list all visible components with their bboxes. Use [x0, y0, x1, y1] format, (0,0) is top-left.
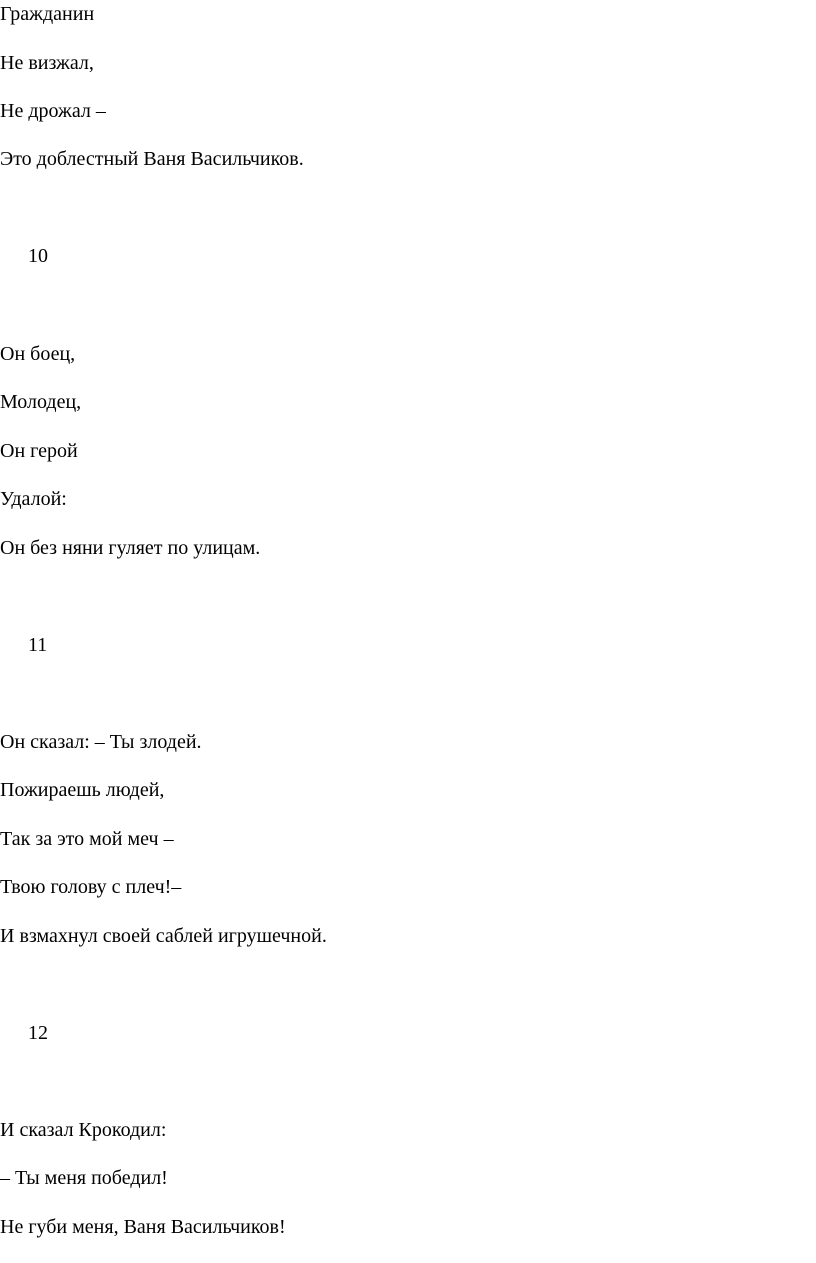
poem-line: И взмахнул своей саблей игрушечной. [0, 925, 327, 947]
poem-line: Это доблестный Ваня Васильчиков. [0, 148, 304, 170]
poem-line: Пожираешь людей, [0, 779, 165, 801]
poem-line: Не визжал, [0, 52, 94, 74]
stanza-number: 11 [28, 634, 48, 656]
poem-line: Гражданин [0, 3, 95, 25]
poem-line: Не губи меня, Ваня Васильчиков! [0, 1216, 286, 1238]
poem-line: И сказал Крокодил: [0, 1119, 167, 1141]
poem-line: Удалой: [0, 488, 67, 510]
stanza-number: 12 [28, 1022, 48, 1044]
poem-line: Он герой [0, 440, 78, 462]
poem-line: Так за это мой меч – [0, 828, 174, 850]
poem-line: Он без няни гуляет по улицам. [0, 537, 261, 559]
poem-line: Он сказал: – Ты злодей. [0, 731, 202, 753]
poem-line: Молодец, [0, 391, 82, 413]
stanza-number: 10 [28, 245, 48, 267]
poem-line: – Ты меня победил! [0, 1167, 168, 1189]
poem-line: Твою голову с плеч!– [0, 876, 182, 898]
poem-line: Не дрожал – [0, 100, 106, 122]
poem-line: Он боец, [0, 343, 76, 365]
